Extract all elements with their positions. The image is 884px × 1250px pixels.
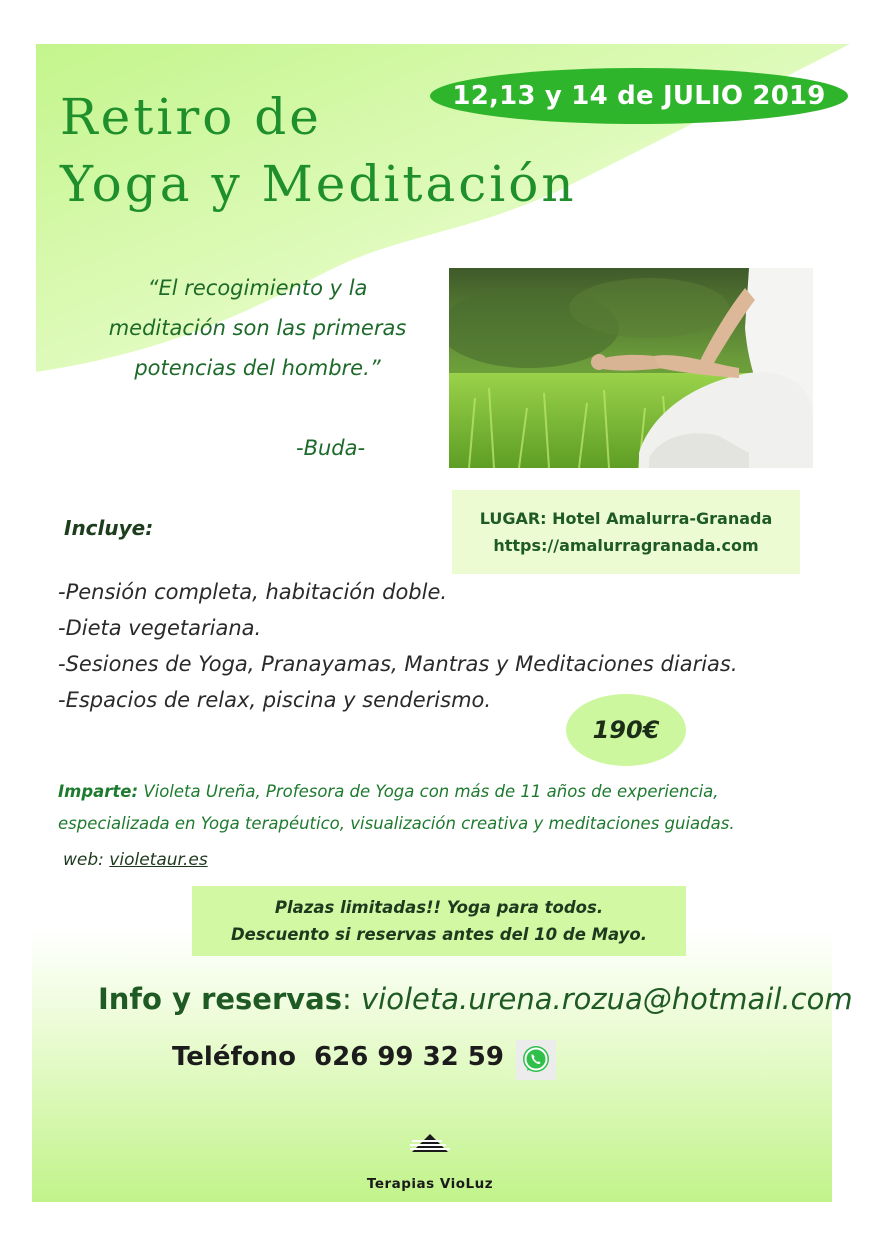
location-name: LUGAR: Hotel Amalurra-Granada: [479, 509, 773, 528]
contact-line: [98, 982, 853, 1016]
title-line-2: Yoga y Meditación: [60, 155, 577, 213]
contact-email[interactable]: violeta.urena.rozua@hotmail.com: [361, 982, 853, 1016]
quote-author: -Buda-: [296, 436, 366, 460]
includes-item: -Sesiones de Yoga, Pranayamas, Mantras y Meditaciones diarias.: [58, 652, 738, 676]
contact-separator: :: [342, 982, 362, 1016]
promo-line-2: Descuento si reservas antes del 10 de Mayo.: [230, 925, 648, 944]
contact-label: Info y reservas: [98, 982, 343, 1016]
location-box: [452, 490, 800, 574]
website-label: web:: [63, 850, 110, 870]
quote-text: “El recogimiento y la meditación son las primeras potencias del hombre.”: [108, 276, 407, 380]
promo-line-1: Plazas limitadas!! Yoga para todos.: [274, 898, 604, 917]
date-text: 12,13 y 14 de JULIO 2019: [452, 81, 826, 111]
phone-line: [172, 1042, 504, 1072]
includes-item: -Pensión completa, habitación doble.: [58, 580, 448, 604]
violuz-logo-icon: [408, 1132, 452, 1156]
brand-name: Terapias VioLuz: [366, 1176, 494, 1192]
date-badge: [430, 68, 848, 124]
website-link[interactable]: violetaur.es: [109, 850, 208, 870]
price-text: 190€: [592, 716, 660, 744]
whatsapp-icon[interactable]: [516, 1040, 556, 1080]
price-badge: [566, 694, 686, 766]
instructor-paragraph: [58, 776, 818, 840]
includes-heading: Incluye:: [64, 516, 154, 540]
yoga-meditation-photo: [449, 268, 813, 468]
includes-item: -Dieta vegetariana.: [58, 616, 262, 640]
includes-item: -Espacios de relax, piscina y senderismo.: [58, 688, 492, 712]
title-line-1: Retiro de: [60, 88, 322, 146]
instructor-label: Imparte:: [58, 782, 139, 801]
phone-number[interactable]: 626 99 32 59: [314, 1042, 504, 1072]
website-line: [63, 850, 208, 870]
location-url[interactable]: https://amalurragranada.com: [493, 536, 759, 555]
instructor-text: Violeta Ureña, Profesora de Yoga con más de 11 años de experiencia, especializada en Yoga terapéutico, visualización creativa y meditaciones guiadas.: [58, 782, 735, 833]
promo-box: [192, 886, 686, 956]
phone-label: Teléfono: [172, 1042, 297, 1072]
